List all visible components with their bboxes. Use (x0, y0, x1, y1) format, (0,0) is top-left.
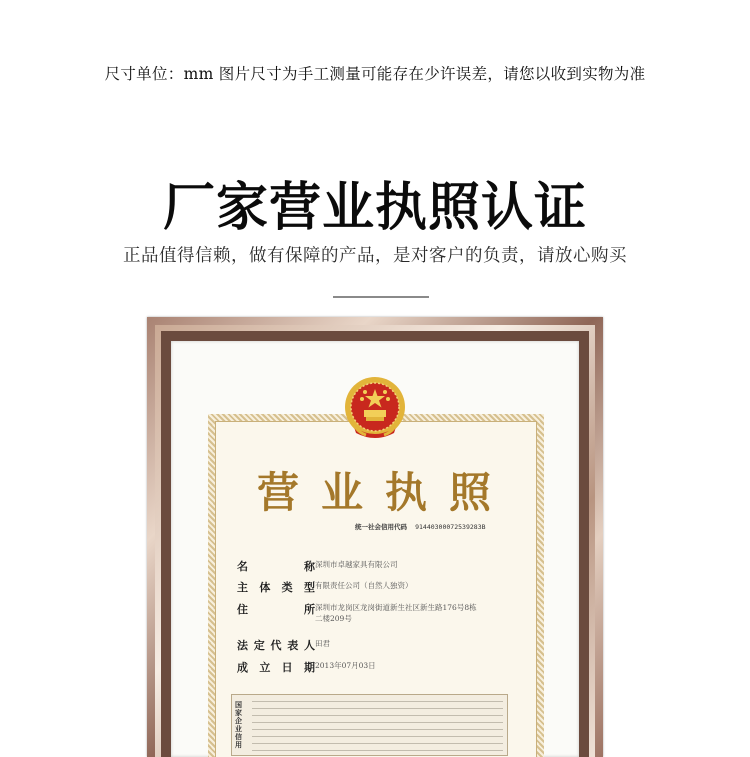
national-emblem-icon (344, 375, 406, 441)
field-label-char: 表 (287, 639, 299, 652)
field-label-address (237, 601, 315, 617)
field-value-legal-rep: 田君 (315, 639, 330, 648)
field-label-char: 名 (237, 560, 248, 573)
field-label-char: 型 (303, 581, 315, 594)
credit-code-value: 91440300072539283B (415, 523, 486, 531)
certificate-frame (147, 317, 603, 757)
field-label-char: 住 (237, 603, 248, 616)
field-label-date (237, 659, 315, 675)
hero-title: 厂家营业执照认证 (162, 178, 587, 238)
field-label-char: 称 (304, 560, 315, 573)
field-label-name (237, 558, 315, 574)
credit-code-row (355, 522, 541, 531)
field-value-name: 深圳市卓越家具有限公司 (315, 560, 398, 569)
title-divider (333, 296, 429, 298)
field-label-char: 代 (270, 639, 282, 652)
field-label-char: 法 (237, 639, 248, 652)
field-label-char: 日 (281, 661, 293, 674)
regulation-notice-text-lines (252, 701, 503, 755)
field-value-address: 深圳市龙岗区龙岗街道新生社区新生路176号8栋二楼209号 (315, 603, 477, 623)
field-label-char: 类 (281, 581, 293, 594)
size-notice: 尺寸单位：mm 图片尺寸为手工测量可能存在少许误差，请您以收到实物为准 (104, 65, 646, 83)
field-label-type (237, 579, 315, 595)
field-label-char: 所 (304, 603, 315, 616)
field-label-char: 期 (303, 661, 315, 674)
field-label-char: 人 (304, 639, 315, 652)
field-label-char: 体 (259, 581, 271, 594)
field-label-char: 成 (237, 661, 248, 674)
field-label-legal-rep (237, 637, 315, 653)
field-label-char: 立 (259, 661, 271, 674)
field-value-date: 2013年07月03日 (315, 661, 376, 670)
credit-code-label: 统一社会信用代码 (355, 523, 407, 531)
license-title: 营业执照 (256, 468, 513, 517)
regulation-notice-box (231, 694, 508, 756)
regulation-notice-label: 国家企业信用 (235, 701, 242, 749)
field-value-type: 有限责任公司（自然人独资） (315, 581, 413, 590)
field-label-char: 定 (253, 639, 265, 652)
field-label-char: 主 (237, 581, 248, 594)
hero-subtitle: 正品值得信赖，做有保障的产品，是对客户的负责，请放心购买 (123, 246, 627, 266)
